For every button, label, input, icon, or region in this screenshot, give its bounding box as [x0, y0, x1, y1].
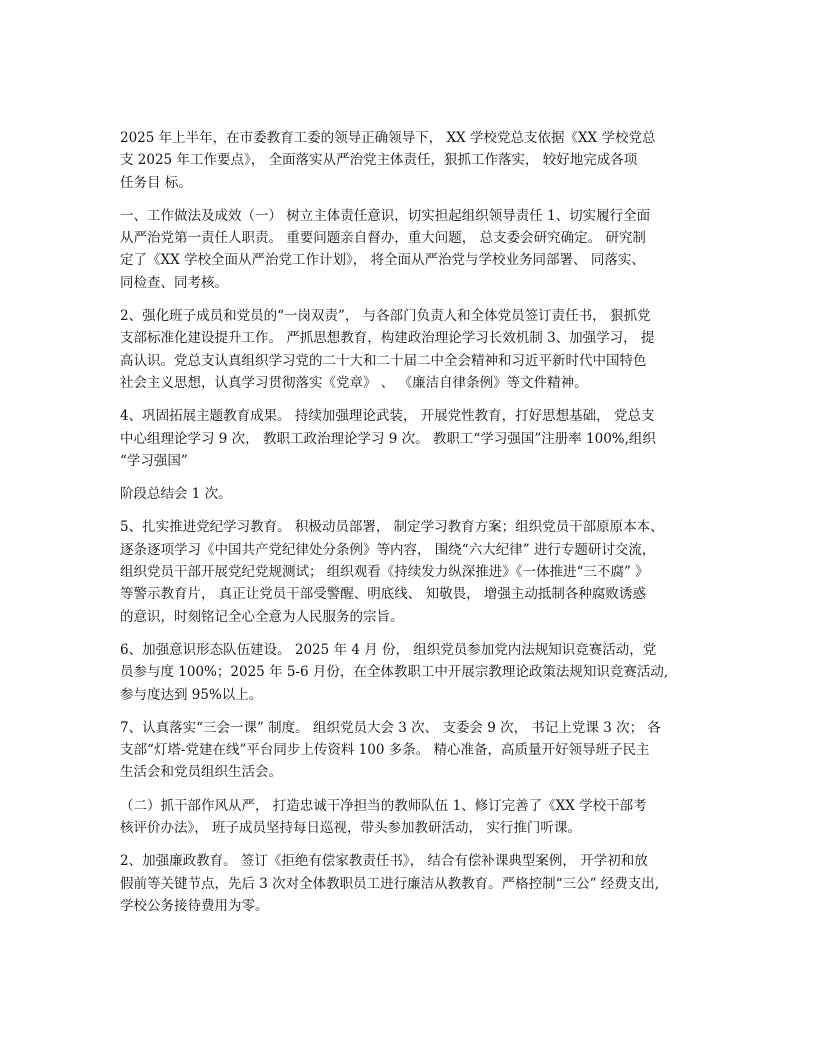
text-line: 任务目 标。	[120, 174, 192, 191]
text-line: 定了《XX 学校全面从严治党工作计划》， 将全面从严治党与学校业务同部署、 同落实、	[120, 252, 645, 269]
text-line: 阶段总结会 1 次。	[120, 486, 232, 503]
text-line: 同检查、同考核。	[120, 274, 228, 291]
paragraph-item-6	[120, 639, 714, 706]
text-line: 6、加强意识形态队伍建设。 2025 年 4 月 份， 组织党员参加党内法规知识竞赛活动，党	[120, 641, 657, 658]
text-line: “学习强国”	[120, 452, 188, 469]
text-line: 逐条逐项学习《中国共产党纪律处分条例》等内容， 围绕“六大纪律” 进行专题研讨交流，	[120, 541, 656, 558]
text-line: 生活会和党员组织生活会。	[120, 764, 282, 781]
text-line: 高认识。党总支认真组织学习党的二十大和二十届二中全会精神和习近平新时代中国特色	[120, 352, 647, 369]
text-line: 2、加强廉政教育。 签订《拒绝有偿家教责任书》， 结合有偿补课典型案例， 开学初和放	[120, 853, 648, 870]
text-line: 2、强化班子成员和党员的“一岗双责”， 与各部门负责人和全体党员签订责任书， 狠抓党	[120, 308, 651, 325]
text-line: 4、巩固拓展主题教育成果。 持续加强理论武装， 开展党性教育，打好思想基础， 党总支	[120, 408, 655, 425]
text-line: 一、工作做法及成效（一） 树立主体责任意识，切实担起组织领导责任 1、切实履行全面	[120, 207, 651, 224]
text-line: 支部标准化建设提升工作。 严抓思想教育，构建政治理论学习长效机制 3、加强学习， 提	[120, 330, 655, 347]
text-line: （二）抓干部作风从严， 打造忠诚干净担当的教师队伍 1、修订完善了《XX 学校干部考	[120, 797, 647, 814]
text-line: 的意识，时刻铭记全心全意为人民服务的宗旨。	[120, 608, 404, 625]
paragraph-item-7	[120, 717, 714, 784]
text-line: 支部“灯塔-党建在线”平台同步上传资料 100 多条。 精心准备，高质量开好领导班子民主	[120, 742, 650, 759]
text-line: 2025 年上半年，在市委教育工委的领导正确领导下， XX 学校党总支依据《XX 学校党总	[120, 130, 656, 146]
text-line: 组织党员干部开展党纪党规测试； 组织观看《持续发力纵深推进》《一体推进“三不腐” 》	[120, 564, 649, 581]
paragraph-section-1	[120, 205, 714, 294]
text-line: 学校公务接待费用为零。	[120, 897, 269, 914]
paragraph-intro	[120, 127, 714, 194]
paragraph-item-5	[120, 516, 714, 627]
text-line: 员参与度 100%；2025 年 5-6 月份，在全体教职工中开展宗教理论政策法规知识竞赛活动,	[120, 664, 669, 681]
text-line: 从严治党第一责任人职责。 重要问题亲自督办，重大问题， 总支委会研究确定。 研究制	[120, 230, 646, 247]
paragraph-item-2b	[120, 850, 714, 917]
text-line: 假前等关键节点，先后 3 次对全体教职员工进行廉洁从教教育。严格控制“三公” 经费支出,	[120, 875, 660, 892]
text-line: 参与度达到 95%以上。	[120, 686, 263, 703]
paragraph-item-4	[120, 405, 714, 472]
text-line: 中心组理论学习 9 次， 教职工政治理论学习 9 次。 教职工“学习强国”注册率 100%,组织	[120, 430, 656, 447]
paragraph-summary	[120, 483, 714, 505]
paragraph-item-2	[120, 305, 714, 394]
text-line: 7、认真落实“三会一课” 制度。 组织党员大会 3 次、 支委会 9 次， 书记上党课 3 次； 各	[120, 719, 661, 736]
text-line: 支 2025 年工作要点》， 全面落实从严治党主体责任，狠抓工作落实， 较好地完成各项	[120, 152, 638, 169]
paragraph-section-2	[120, 795, 714, 840]
document-body	[120, 127, 714, 928]
text-line: 核评价办法》， 班子成员坚持每日巡视，带头参加教研活动， 实行推门听课。	[120, 820, 581, 837]
text-line: 5、扎实推进党纪学习教育。 积极动员部署， 制定学习教育方案；组织党员干部原原本本、	[120, 519, 664, 536]
text-line: 等警示教育片， 真正让党员干部受警醒、明底线、 知敬畏， 增强主动抵制各种腐败诱惑	[120, 586, 646, 603]
text-line: 社会主义思想，认真学习贯彻落实《党章》 、 《廉洁自律条例》等文件精神。	[120, 374, 588, 391]
